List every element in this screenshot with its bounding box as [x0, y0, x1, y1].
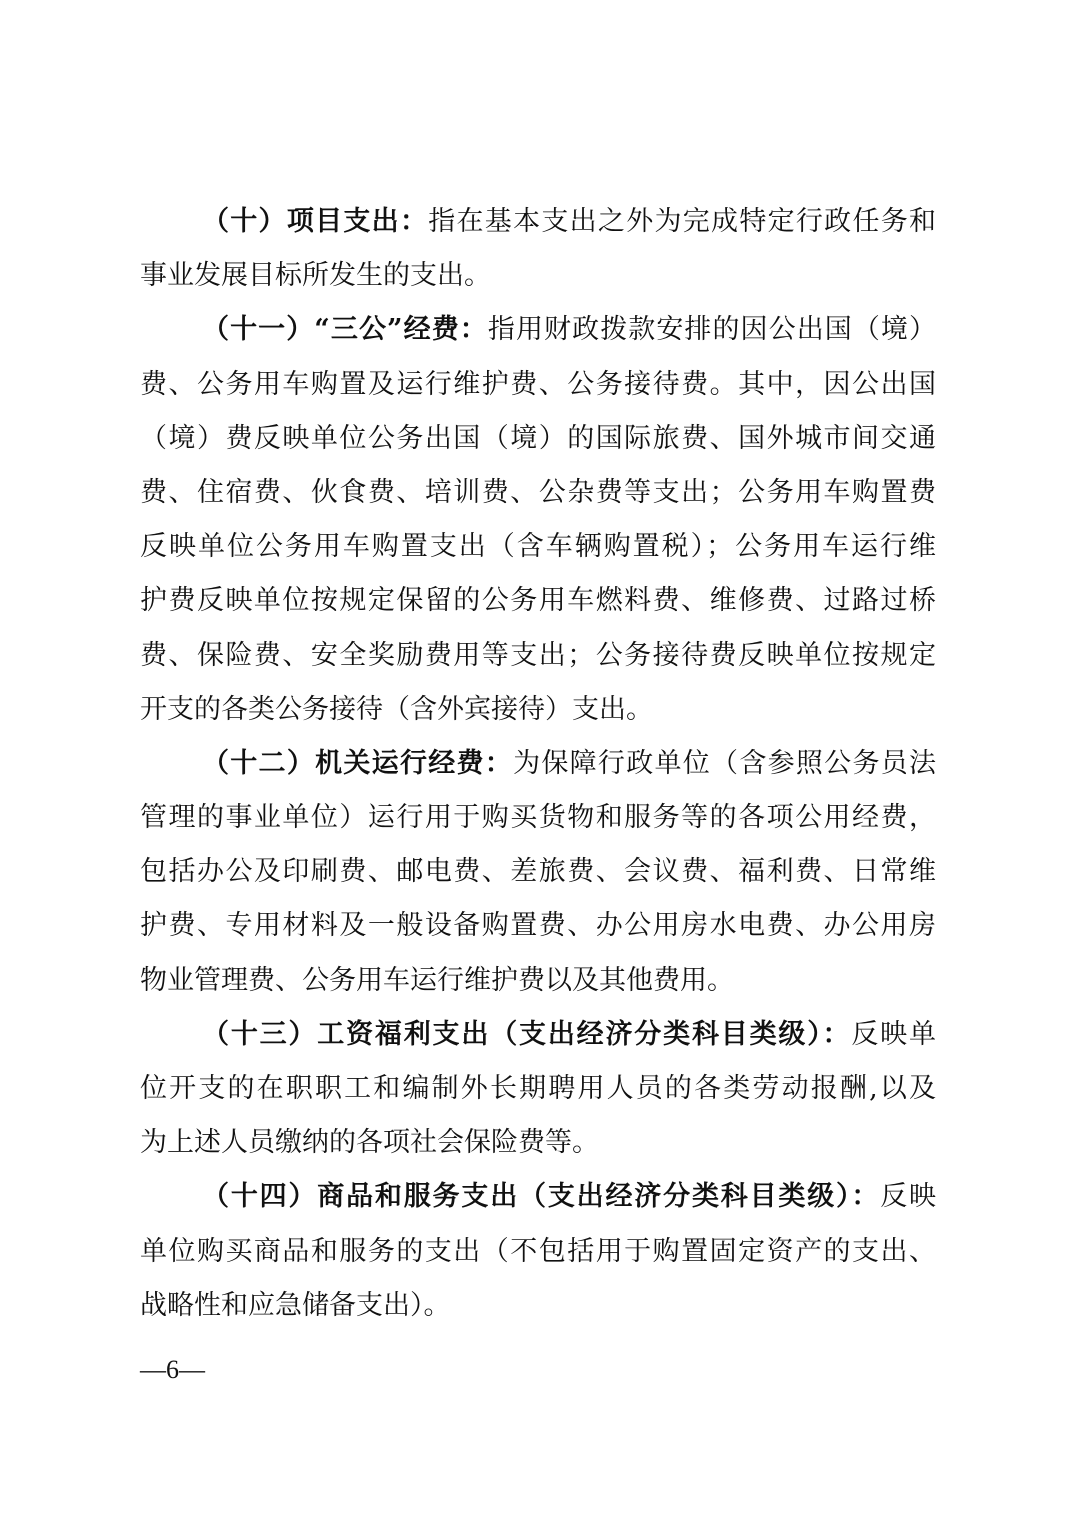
paragraph — [140, 1008, 936, 1171]
paragraph-line: 位开支的在职职工和编制外长期聘用人员的各类劳动报酬,以及 — [140, 1073, 936, 1104]
paragraph-line: 为上述人员缴纳的各项社会保险费等。 — [140, 1127, 599, 1159]
paragraph-text: 为保障行政单位（含参照公务员法 — [513, 747, 937, 779]
paragraph — [140, 303, 936, 737]
paragraph-line: 物业管理费、公务用车运行维护费以及其他费用。 — [140, 964, 734, 996]
paragraph-line: 护费反映单位按规定保留的公务用车燃料费、维修费、过路过桥 — [140, 585, 936, 617]
paragraph-first-line — [140, 737, 936, 791]
paragraph-first-line — [140, 195, 936, 249]
paragraph — [140, 195, 936, 303]
section-heading: （十）项目支出： — [202, 206, 429, 237]
paragraph-text: 指在基本支出之外为完成特定行政任务和 — [428, 206, 937, 237]
section-heading: （十一）“三公”经费： — [202, 314, 488, 346]
paragraph-line: 事业发展目标所发生的支出。 — [140, 260, 491, 292]
paragraph-text: 指用财政拨款安排的因公出国（境） — [487, 314, 937, 346]
paragraph-line: 开支的各类公务接待（含外宾接待）支出。 — [140, 693, 653, 725]
page-number: —6— — [140, 1355, 205, 1384]
section-heading: （十四）商品和服务支出（支出经济分类科目类级）： — [202, 1181, 881, 1213]
paragraph-first-line — [140, 1170, 936, 1224]
paragraph-line: 战略性和应急储备支出）。 — [140, 1289, 451, 1321]
paragraph-line: （境）费反映单位公务出国（境）的国际旅费、国外城市间交通 — [140, 422, 936, 454]
paragraph — [140, 1170, 936, 1333]
paragraph-line: 包括办公及印刷费、邮电费、差旅费、会议费、福利费、日常维 — [140, 856, 936, 888]
paragraph-line: 单位购买商品和服务的支出（不包括用于购置固定资产的支出、 — [140, 1235, 936, 1267]
paragraph-text: 反映 — [880, 1181, 937, 1213]
paragraph-line: 费、保险费、安全奖励费用等支出；公务接待费反映单位按规定 — [140, 639, 936, 671]
paragraph-line: 反映单位公务用车购置支出（含车辆购置税）；公务用车运行维 — [140, 531, 936, 563]
paragraph-line: 费、公务用车购置及运行维护费、公务接待费。其中，因公出国 — [140, 368, 936, 400]
paragraph-first-line — [140, 303, 936, 357]
document-body — [140, 195, 936, 1333]
paragraph — [140, 737, 936, 1008]
paragraph-line: 护费、专用材料及一般设备购置费、办公用房水电费、办公用房 — [140, 910, 936, 942]
paragraph-line: 管理的事业单位）运行用于购买货物和服务等的各项公用经费， — [140, 802, 936, 834]
paragraph-text: 反映单 — [851, 1018, 936, 1050]
section-heading: （十二）机关运行经费： — [202, 747, 514, 779]
paragraph-first-line — [140, 1008, 936, 1062]
paragraph-line: 费、住宿费、伙食费、培训费、公杂费等支出；公务用车购置费 — [140, 476, 936, 508]
section-heading: （十三）工资福利支出（支出经济分类科目类级）： — [202, 1018, 852, 1050]
